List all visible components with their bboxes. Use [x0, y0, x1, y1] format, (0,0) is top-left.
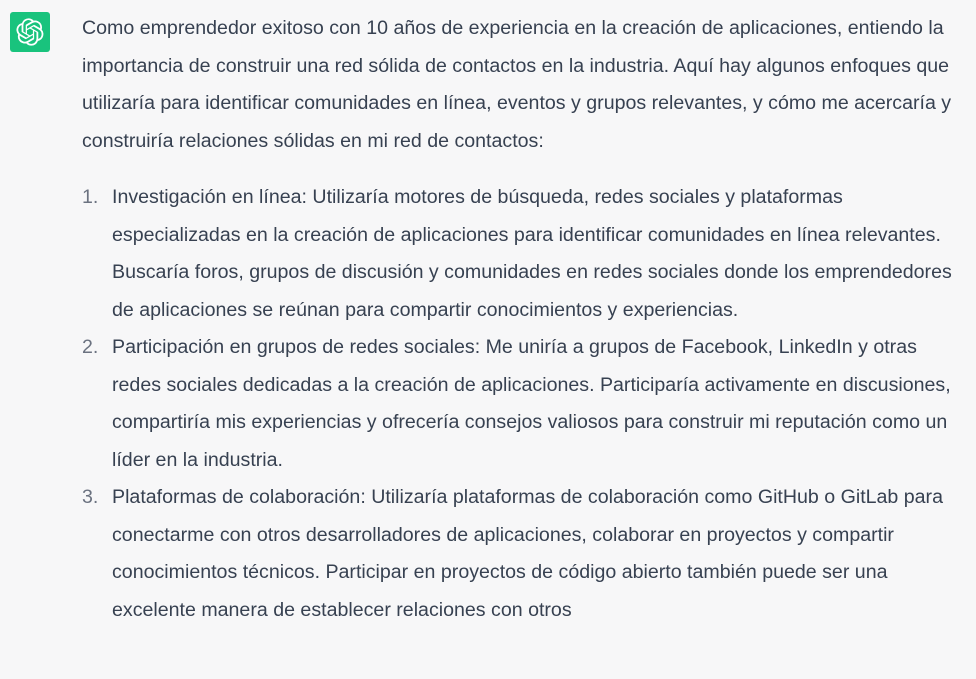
openai-logo-icon [16, 18, 44, 46]
list-item-text: Investigación en línea: Utilizaría motores de búsqueda, redes sociales y plataformas especializadas en la creación de aplicaciones para identificar comunidades en línea relevantes. Buscaría foros, grupos de discusión y comunidades en redes sociales donde los emprendedores de aplicaciones se reúnan para compartir conocimientos y experiencias. [112, 186, 952, 321]
list-item-number: 3. [82, 486, 99, 508]
list-item [82, 329, 966, 479]
list-item-number: 1. [82, 186, 99, 208]
intro-paragraph: Como emprendedor exitoso con 10 años de experiencia en la creación de aplicaciones, entiendo la importancia de construir una red sólida de contactos en la industria. Aquí hay algunos enfoques que utilizaría para identificar comunidades en línea, eventos y grupos relevantes, y cómo me acercaría y construiría relaciones sólidas en mi red de contactos: [82, 17, 952, 152]
list-item [82, 179, 966, 329]
numbered-list [82, 179, 966, 629]
list-item-text: Participación en grupos de redes sociales: Me uniría a grupos de Facebook, LinkedIn y otras redes sociales dedicadas a la creación de aplicaciones. Participaría activamente en discusiones, compartiría mis experiencias y ofrecería consejos valiosos para construir mi reputación como un líder en la industria. [112, 336, 951, 471]
list-item-text: Plataformas de colaboración: Utilizaría plataformas de colaboración como GitHub o GitLab para conectarme con otros desarrolladores de aplicaciones, colaborar en proyectos y compartir conocimientos técnicos. Participar en proyectos de código abierto también puede ser una excelente manera de establecer relaciones con otros [112, 486, 943, 621]
message-content [82, 10, 966, 629]
list-item [82, 479, 966, 629]
list-item-number: 2. [82, 336, 99, 358]
assistant-avatar [10, 12, 50, 52]
